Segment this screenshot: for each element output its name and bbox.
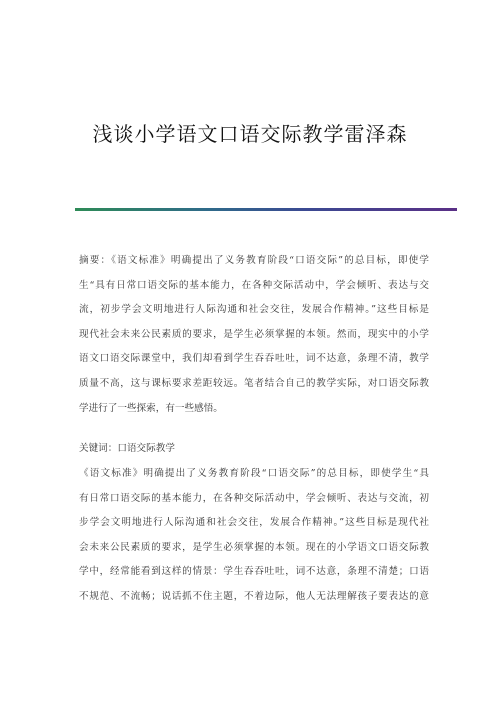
abstract-line: 生“具有日常口语交际的基本能力，在各种交际活动中，学会倾听、表达与交: [79, 279, 429, 291]
body-line: 学中，经常能看到这样的情景：学生吞吞吐吐，词不达意，条理不清楚；口语: [79, 566, 429, 578]
body-line: 《语文标准》明确提出了义务教育阶段“口语交际”的总目标，即使学生“具: [79, 468, 429, 479]
abstract-line: 现代社会未来公民素质的要求，是学生必须掌握的本领。然而，现实中的小学: [79, 328, 429, 340]
abstract-paragraph: [79, 249, 429, 421]
abstract-line: 质量不高，这与课标要求差距较远。笔者结合自己的教学实际，对口语交际教: [79, 377, 429, 389]
title-divider: [75, 208, 457, 211]
body-line: 步学会文明地进行人际沟通和社会交往，发展合作精神。”这些目标是现代社: [79, 517, 429, 529]
body-line: 不规范、不流畅；说话抓不住主题，不着边际，他人无法理解孩子要表达的意: [79, 590, 429, 602]
body-paragraph: [79, 462, 429, 610]
keywords-line: 关键词：口语交际教学: [79, 443, 175, 454]
document-title: 浅谈小学语文口语交际教学雷泽森: [92, 122, 408, 146]
body-line: 有日常口语交际的基本能力，在各种交际活动中，学会倾听、表达与交流，初: [79, 492, 429, 504]
abstract-line: 摘要：《语文标准》明确提出了义务教育阶段“口语交际”的总目标，即使学: [79, 255, 429, 266]
body-line: 会未来公民素质的要求，是学生必须掌握的本领。现在的小学语文口语交际教: [79, 541, 429, 553]
abstract-line: 流，初步学会文明地进行人际沟通和社会交往，发展合作精神。”这些目标是: [79, 304, 429, 316]
abstract-line: 学进行了一些探索，有一些感悟。: [79, 402, 223, 414]
abstract-line: 语文口语交际课堂中，我们却看到学生吞吞吐吐，词不达意，条理不清，教学: [79, 353, 429, 365]
